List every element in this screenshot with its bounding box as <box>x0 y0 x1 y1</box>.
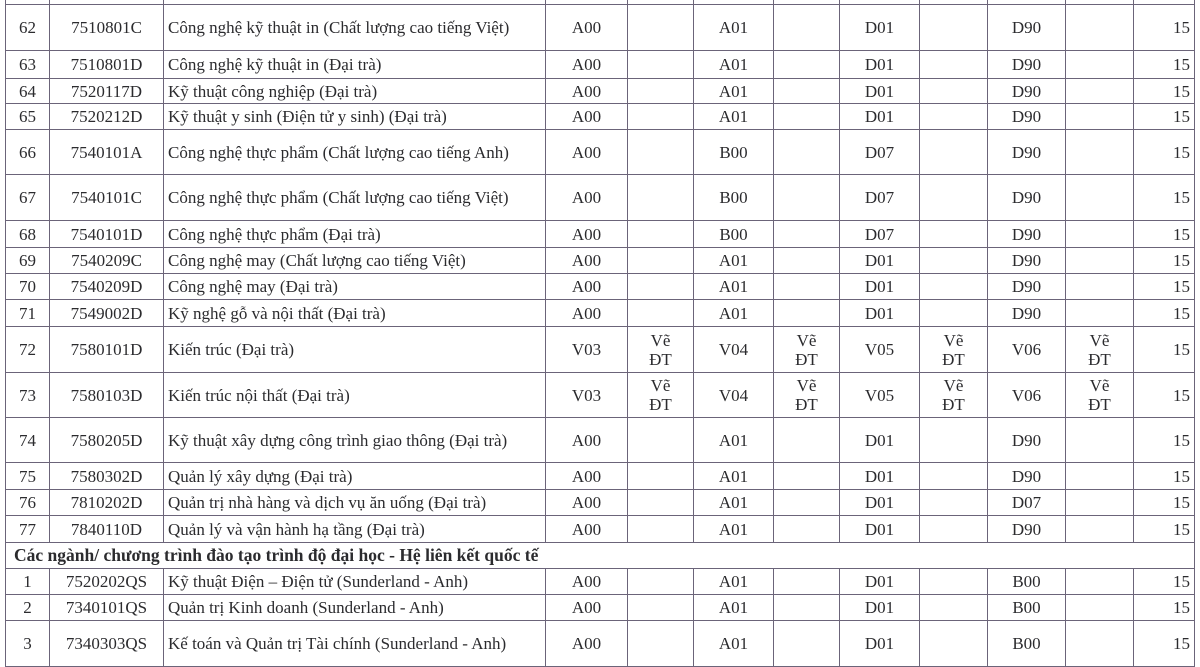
main-subject-4-cell <box>1066 130 1134 175</box>
quota-cell: 15 <box>1134 5 1195 51</box>
table-row <box>6 248 1195 274</box>
program-name-cell: Công nghệ kỹ thuật in (Đại trà) <box>164 51 546 79</box>
quota-cell: 15 <box>1134 516 1195 543</box>
section-title: Các ngành/ chương trình đào tạo trình độ đại học - Hệ liên kết quốc tế <box>6 543 1195 569</box>
main-subject-2-cell <box>774 79 840 104</box>
combo-2-cell: A01 <box>694 595 774 621</box>
main-subject-3-cell <box>920 595 988 621</box>
program-code-cell: 7540101A <box>50 130 164 175</box>
combo-2-cell: A01 <box>694 5 774 51</box>
program-code-cell: 7340303QS <box>50 621 164 667</box>
quota-cell: 15 <box>1134 274 1195 300</box>
main-subject-3-cell <box>920 51 988 79</box>
main-subject-2-cell: Vẽ ĐT <box>774 373 840 418</box>
program-name-cell: Kiến trúc (Đại trà) <box>164 327 546 373</box>
program-code-cell: 7540209D <box>50 274 164 300</box>
row-number-cell: 67 <box>6 175 50 221</box>
program-code-cell: 7540101C <box>50 175 164 221</box>
program-name-cell: Công nghệ may (Chất lượng cao tiếng Việt) <box>164 248 546 274</box>
program-name-cell: Quản lý xây dựng (Đại trà) <box>164 463 546 490</box>
main-subject-3-cell: Vẽ ĐT <box>920 373 988 418</box>
table-row <box>6 130 1195 175</box>
main-subject-2-cell <box>774 175 840 221</box>
quota-cell: 15 <box>1134 221 1195 248</box>
main-subject-1-cell <box>628 79 694 104</box>
table-row <box>6 516 1195 543</box>
main-subject-3-cell <box>920 248 988 274</box>
program-name-cell: Quản lý và vận hành hạ tầng (Đại trà) <box>164 516 546 543</box>
main-subject-1-cell <box>628 104 694 130</box>
table-row <box>6 221 1195 248</box>
program-code-cell: 7840110D <box>50 516 164 543</box>
combo-4-cell: D90 <box>988 175 1066 221</box>
quota-cell: 15 <box>1134 621 1195 667</box>
combo-3-cell: D01 <box>840 248 920 274</box>
main-subject-4-cell <box>1066 300 1134 327</box>
combo-4-cell: V06 <box>988 373 1066 418</box>
row-number-cell: 64 <box>6 79 50 104</box>
program-code-cell: 7810202D <box>50 490 164 516</box>
combo-1-cell: A00 <box>546 463 628 490</box>
quota-cell: 15 <box>1134 569 1195 595</box>
combo-2-cell: A01 <box>694 490 774 516</box>
main-subject-1-cell <box>628 175 694 221</box>
main-subject-4-cell <box>1066 5 1134 51</box>
quota-cell: 15 <box>1134 104 1195 130</box>
quota-cell: 15 <box>1134 595 1195 621</box>
combo-4-cell: D90 <box>988 463 1066 490</box>
main-subject-3-cell <box>920 569 988 595</box>
table-row <box>6 300 1195 327</box>
main-subject-2-cell <box>774 130 840 175</box>
program-code-cell: 7510801C <box>50 5 164 51</box>
program-code-cell: 7520212D <box>50 104 164 130</box>
table-row <box>6 373 1195 418</box>
row-number-cell: 70 <box>6 274 50 300</box>
table-row <box>6 5 1195 51</box>
row-number-cell: 2 <box>6 595 50 621</box>
combo-4-cell: D90 <box>988 274 1066 300</box>
row-number-cell: 62 <box>6 5 50 51</box>
main-subject-1-cell <box>628 516 694 543</box>
quota-cell: 15 <box>1134 248 1195 274</box>
combo-4-cell: V06 <box>988 327 1066 373</box>
main-subject-1-cell <box>628 463 694 490</box>
section-header-row <box>6 543 1195 569</box>
main-subject-3-cell <box>920 221 988 248</box>
combo-4-cell: D90 <box>988 51 1066 79</box>
quota-cell: 15 <box>1134 51 1195 79</box>
main-subject-1-cell: Vẽ ĐT <box>628 373 694 418</box>
combo-3-cell: V05 <box>840 373 920 418</box>
combo-4-cell: B00 <box>988 621 1066 667</box>
main-subject-1-cell <box>628 595 694 621</box>
combo-1-cell: A00 <box>546 595 628 621</box>
main-subject-2-cell <box>774 490 840 516</box>
main-subject-4-cell: Vẽ ĐT <box>1066 373 1134 418</box>
row-number-cell: 76 <box>6 490 50 516</box>
table-row <box>6 463 1195 490</box>
table-row <box>6 79 1195 104</box>
combo-3-cell: D01 <box>840 490 920 516</box>
combo-4-cell: D90 <box>988 5 1066 51</box>
row-number-cell: 69 <box>6 248 50 274</box>
main-subject-4-cell <box>1066 463 1134 490</box>
combo-3-cell: D01 <box>840 516 920 543</box>
main-subject-4-cell <box>1066 104 1134 130</box>
quota-cell: 15 <box>1134 418 1195 463</box>
main-subject-4-cell: Vẽ ĐT <box>1066 327 1134 373</box>
main-subject-4-cell <box>1066 595 1134 621</box>
combo-1-cell: A00 <box>546 248 628 274</box>
combo-2-cell: A01 <box>694 248 774 274</box>
main-subject-3-cell <box>920 418 988 463</box>
combo-4-cell: D90 <box>988 300 1066 327</box>
main-subject-4-cell <box>1066 274 1134 300</box>
program-code-cell: 7549002D <box>50 300 164 327</box>
combo-1-cell: V03 <box>546 327 628 373</box>
combo-3-cell: D01 <box>840 463 920 490</box>
program-name-cell: Công nghệ may (Đại trà) <box>164 274 546 300</box>
main-subject-1-cell <box>628 569 694 595</box>
combo-1-cell: A00 <box>546 274 628 300</box>
combo-2-cell: A01 <box>694 621 774 667</box>
program-name-cell: Kỹ nghệ gỗ và nội thất (Đại trà) <box>164 300 546 327</box>
combo-4-cell: B00 <box>988 595 1066 621</box>
combo-2-cell: B00 <box>694 221 774 248</box>
main-subject-1-cell <box>628 490 694 516</box>
combo-1-cell: A00 <box>546 516 628 543</box>
main-subject-2-cell <box>774 248 840 274</box>
combo-4-cell: D90 <box>988 248 1066 274</box>
combo-1-cell: A00 <box>546 51 628 79</box>
main-subject-3-cell <box>920 5 988 51</box>
main-subject-3-cell <box>920 79 988 104</box>
combo-2-cell: A01 <box>694 300 774 327</box>
row-number-cell: 68 <box>6 221 50 248</box>
combo-2-cell: A01 <box>694 104 774 130</box>
main-subject-3-cell <box>920 490 988 516</box>
quota-cell: 15 <box>1134 490 1195 516</box>
quota-cell: 15 <box>1134 130 1195 175</box>
combo-1-cell: A00 <box>546 79 628 104</box>
main-subject-2-cell <box>774 300 840 327</box>
main-subject-3-cell <box>920 175 988 221</box>
program-name-cell: Quản trị Kinh doanh (Sunderland - Anh) <box>164 595 546 621</box>
main-subject-1-cell <box>628 51 694 79</box>
main-subject-3-cell: Vẽ ĐT <box>920 327 988 373</box>
main-subject-1-cell <box>628 274 694 300</box>
main-subject-3-cell <box>920 104 988 130</box>
table-row <box>6 595 1195 621</box>
combo-2-cell: V04 <box>694 373 774 418</box>
program-code-cell: 7510801D <box>50 51 164 79</box>
row-number-cell: 73 <box>6 373 50 418</box>
combo-1-cell: A00 <box>546 104 628 130</box>
program-name-cell: Kỹ thuật Điện – Điện tử (Sunderland - Anh) <box>164 569 546 595</box>
main-subject-3-cell <box>920 274 988 300</box>
table-row <box>6 51 1195 79</box>
table-row <box>6 418 1195 463</box>
combo-4-cell: D90 <box>988 104 1066 130</box>
main-subject-2-cell <box>774 569 840 595</box>
combo-4-cell: D90 <box>988 221 1066 248</box>
table-row <box>6 274 1195 300</box>
main-subject-4-cell <box>1066 569 1134 595</box>
main-subject-1-cell <box>628 300 694 327</box>
program-code-cell: 7580205D <box>50 418 164 463</box>
combo-2-cell: A01 <box>694 418 774 463</box>
quota-cell: 15 <box>1134 373 1195 418</box>
combo-1-cell: A00 <box>546 175 628 221</box>
quota-cell: 15 <box>1134 463 1195 490</box>
combo-3-cell: D01 <box>840 51 920 79</box>
combo-3-cell: D01 <box>840 569 920 595</box>
combo-4-cell: B00 <box>988 569 1066 595</box>
combo-2-cell: A01 <box>694 274 774 300</box>
main-subject-1-cell: Vẽ ĐT <box>628 327 694 373</box>
program-code-cell: 7520117D <box>50 79 164 104</box>
program-name-cell: Công nghệ thực phẩm (Chất lượng cao tiếng Anh) <box>164 130 546 175</box>
combo-1-cell: A00 <box>546 300 628 327</box>
combo-3-cell: D01 <box>840 104 920 130</box>
main-subject-2-cell <box>774 595 840 621</box>
combo-1-cell: A00 <box>546 130 628 175</box>
program-code-cell: 7580101D <box>50 327 164 373</box>
table-body <box>6 0 1195 667</box>
program-name-cell: Công nghệ kỹ thuật in (Chất lượng cao tiếng Việt) <box>164 5 546 51</box>
program-name-cell: Kế toán và Quản trị Tài chính (Sunderland - Anh) <box>164 621 546 667</box>
combo-1-cell: A00 <box>546 621 628 667</box>
main-subject-2-cell <box>774 418 840 463</box>
combo-2-cell: V04 <box>694 327 774 373</box>
quota-cell: 15 <box>1134 175 1195 221</box>
combo-1-cell: A00 <box>546 221 628 248</box>
combo-2-cell: B00 <box>694 175 774 221</box>
program-name-cell: Công nghệ thực phẩm (Chất lượng cao tiếng Việt) <box>164 175 546 221</box>
program-name-cell: Công nghệ thực phẩm (Đại trà) <box>164 221 546 248</box>
row-number-cell: 1 <box>6 569 50 595</box>
combo-4-cell: D90 <box>988 516 1066 543</box>
main-subject-2-cell <box>774 221 840 248</box>
combo-3-cell: V05 <box>840 327 920 373</box>
combo-3-cell: D07 <box>840 221 920 248</box>
combo-3-cell: D01 <box>840 274 920 300</box>
combo-3-cell: D01 <box>840 595 920 621</box>
row-number-cell: 75 <box>6 463 50 490</box>
combo-1-cell: V03 <box>546 373 628 418</box>
table-row <box>6 490 1195 516</box>
program-code-cell: 7340101QS <box>50 595 164 621</box>
main-subject-4-cell <box>1066 175 1134 221</box>
combo-3-cell: D07 <box>840 130 920 175</box>
table-row <box>6 104 1195 130</box>
main-subject-2-cell <box>774 51 840 79</box>
main-subject-4-cell <box>1066 516 1134 543</box>
combo-2-cell: A01 <box>694 516 774 543</box>
row-number-cell: 63 <box>6 51 50 79</box>
main-subject-1-cell <box>628 248 694 274</box>
combo-2-cell: A01 <box>694 79 774 104</box>
combo-1-cell: A00 <box>546 5 628 51</box>
program-name-cell: Kỹ thuật công nghiệp (Đại trà) <box>164 79 546 104</box>
table-row <box>6 327 1195 373</box>
main-subject-2-cell <box>774 274 840 300</box>
combo-2-cell: B00 <box>694 130 774 175</box>
combo-3-cell: D01 <box>840 5 920 51</box>
main-subject-3-cell <box>920 463 988 490</box>
row-number-cell: 77 <box>6 516 50 543</box>
main-subject-4-cell <box>1066 221 1134 248</box>
combo-2-cell: A01 <box>694 51 774 79</box>
combo-4-cell: D07 <box>988 490 1066 516</box>
program-code-cell: 7580302D <box>50 463 164 490</box>
row-number-cell: 3 <box>6 621 50 667</box>
table-row <box>6 569 1195 595</box>
main-subject-3-cell <box>920 130 988 175</box>
main-subject-4-cell <box>1066 418 1134 463</box>
row-number-cell: 72 <box>6 327 50 373</box>
main-subject-2-cell: Vẽ ĐT <box>774 327 840 373</box>
quota-cell: 15 <box>1134 79 1195 104</box>
program-code-cell: 7520202QS <box>50 569 164 595</box>
combo-2-cell: A01 <box>694 463 774 490</box>
main-subject-4-cell <box>1066 248 1134 274</box>
admissions-table <box>5 0 1195 667</box>
program-code-cell: 7580103D <box>50 373 164 418</box>
program-name-cell: Quản trị nhà hàng và dịch vụ ăn uống (Đại trà) <box>164 490 546 516</box>
main-subject-2-cell <box>774 5 840 51</box>
program-name-cell: Kỹ thuật y sinh (Điện tử y sinh) (Đại trà) <box>164 104 546 130</box>
program-code-cell: 7540101D <box>50 221 164 248</box>
row-number-cell: 65 <box>6 104 50 130</box>
combo-1-cell: A00 <box>546 569 628 595</box>
main-subject-1-cell <box>628 5 694 51</box>
main-subject-1-cell <box>628 418 694 463</box>
row-number-cell: 71 <box>6 300 50 327</box>
combo-4-cell: D90 <box>988 79 1066 104</box>
quota-cell: 15 <box>1134 327 1195 373</box>
combo-1-cell: A00 <box>546 418 628 463</box>
quota-cell: 15 <box>1134 300 1195 327</box>
main-subject-3-cell <box>920 300 988 327</box>
main-subject-2-cell <box>774 516 840 543</box>
row-number-cell: 74 <box>6 418 50 463</box>
main-subject-4-cell <box>1066 79 1134 104</box>
main-subject-2-cell <box>774 463 840 490</box>
main-subject-2-cell <box>774 104 840 130</box>
main-subject-3-cell <box>920 516 988 543</box>
combo-3-cell: D01 <box>840 300 920 327</box>
row-number-cell: 66 <box>6 130 50 175</box>
combo-3-cell: D01 <box>840 79 920 104</box>
main-subject-1-cell <box>628 221 694 248</box>
combo-3-cell: D07 <box>840 175 920 221</box>
main-subject-1-cell <box>628 130 694 175</box>
combo-4-cell: D90 <box>988 418 1066 463</box>
main-subject-4-cell <box>1066 51 1134 79</box>
combo-3-cell: D01 <box>840 418 920 463</box>
program-code-cell: 7540209C <box>50 248 164 274</box>
combo-4-cell: D90 <box>988 130 1066 175</box>
combo-1-cell: A00 <box>546 490 628 516</box>
program-name-cell: Kỹ thuật xây dựng công trình giao thông (Đại trà) <box>164 418 546 463</box>
table-row <box>6 175 1195 221</box>
program-name-cell: Kiến trúc nội thất (Đại trà) <box>164 373 546 418</box>
main-subject-4-cell <box>1066 490 1134 516</box>
combo-3-cell: D01 <box>840 621 920 667</box>
combo-2-cell: A01 <box>694 569 774 595</box>
